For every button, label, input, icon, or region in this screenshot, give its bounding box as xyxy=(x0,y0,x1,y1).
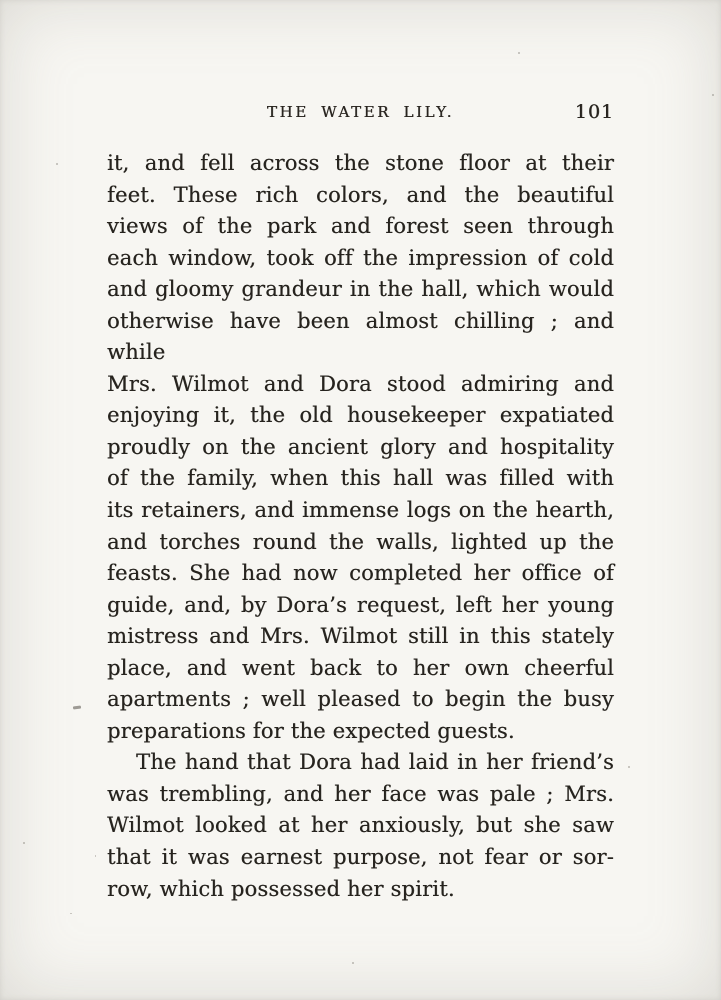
text-line: mistress and Mrs. Wilmot still in this stately xyxy=(107,624,614,649)
scan-speckle xyxy=(70,913,72,914)
text-line: it, and fell across the stone floor at their xyxy=(107,151,614,175)
text-line: row, which possessed her spirit. xyxy=(107,876,455,901)
scan-margin-mark xyxy=(73,705,81,709)
text-line: that it was earnest purpose, not fear or sor- xyxy=(107,845,614,870)
scan-speckle xyxy=(518,52,520,54)
text-line: The hand that Dora had laid in her friend’s xyxy=(136,750,614,775)
scan-speckle xyxy=(352,962,354,964)
text-line: guide, and, by Dora’s request, left her young xyxy=(107,592,614,617)
text-line: feasts. She had now completed her office of xyxy=(107,561,614,586)
text-line: Wilmot looked at her anxiously, but she saw xyxy=(107,813,614,838)
text-line: Mrs. Wilmot and Dora stood admiring and xyxy=(107,371,614,396)
scan-speckle xyxy=(56,163,58,165)
page-number: 101 xyxy=(574,101,614,123)
running-title: THE WATER LILY. xyxy=(266,103,455,121)
text-line: feet. These rich colors, and the beautiful xyxy=(107,182,614,207)
scan-speckle xyxy=(712,94,714,96)
page-header xyxy=(107,101,614,127)
text-line: place, and went back to her own cheerful xyxy=(107,655,614,680)
scan-speckle xyxy=(628,766,630,768)
paragraph xyxy=(107,148,614,747)
text-line: views of the park and forest seen through xyxy=(107,214,614,239)
text-line: each window, took off the impression of cold xyxy=(107,245,614,270)
paragraph xyxy=(107,747,614,905)
text-line: proudly on the ancient glory and hospitality xyxy=(107,434,614,459)
text-line: its retainers, and immense logs on the hearth, xyxy=(107,498,614,523)
text-line: otherwise have been almost chilling ; and while xyxy=(107,308,614,365)
text-line: enjoying it, the old housekeeper expatiated xyxy=(107,403,614,428)
text-line: apartments ; well pleased to begin the busy xyxy=(107,687,614,712)
text-line: and torches round the walls, lighted up the xyxy=(107,529,614,554)
text-line: was trembling, and her face was pale ; Mrs. xyxy=(107,781,614,806)
text-line: of the family, when this hall was filled with xyxy=(107,466,614,491)
text-line: and gloomy grandeur in the hall, which would xyxy=(107,277,614,302)
scan-speckle xyxy=(23,842,25,844)
text-line: preparations for the expected guests. xyxy=(107,718,515,743)
scan-speckle xyxy=(95,855,96,857)
body-text xyxy=(107,148,614,905)
